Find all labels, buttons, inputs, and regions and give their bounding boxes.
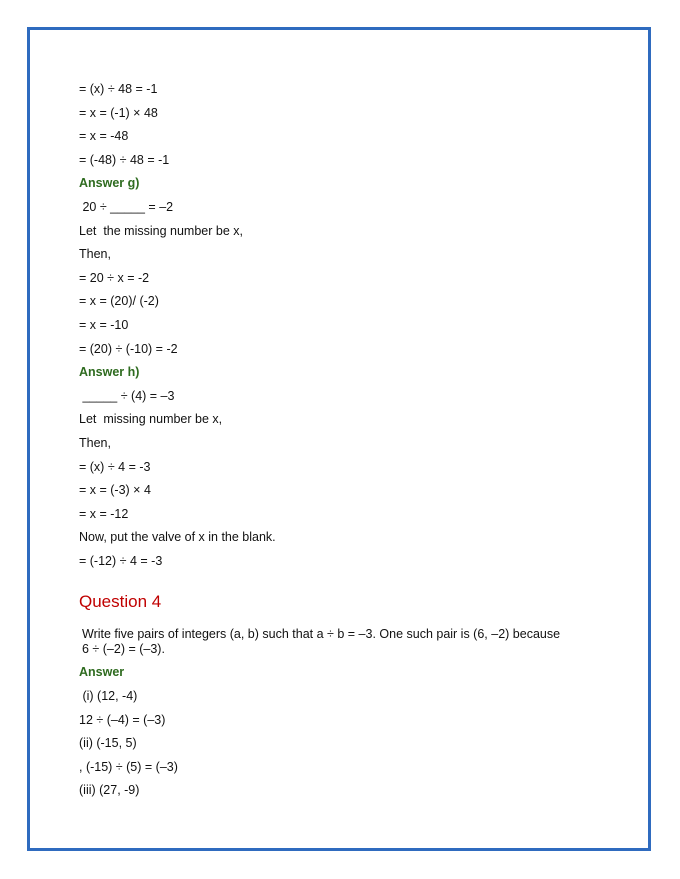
answer-h-section bbox=[79, 361, 619, 573]
question-4-answer-heading: Answer bbox=[79, 665, 125, 680]
text-line: = (x) ÷ 4 = -3 bbox=[79, 459, 151, 474]
text-line: = x = (-1) × 48 bbox=[79, 105, 158, 120]
question-4-section bbox=[79, 587, 619, 803]
text-line: = x = (-3) × 4 bbox=[79, 483, 151, 498]
text-line: = x = -10 bbox=[79, 317, 129, 332]
text-line: 12 ÷ (–4) = (–3) bbox=[79, 712, 166, 727]
answer-h-heading: Answer h) bbox=[79, 365, 140, 380]
answer-g-heading: Answer g) bbox=[79, 176, 140, 191]
question-4-title: Question 4 bbox=[79, 592, 162, 612]
text-line: = (x) ÷ 48 = -1 bbox=[79, 82, 158, 96]
text-line: = (20) ÷ (-10) = -2 bbox=[79, 341, 178, 356]
text-line: Let the missing number be x, bbox=[79, 223, 243, 238]
answer-f-continuation bbox=[79, 78, 619, 172]
question-4-text bbox=[79, 627, 619, 657]
text-line: _____ ÷ (4) = –3 bbox=[79, 388, 175, 403]
text-line: Let missing number be x, bbox=[79, 412, 223, 427]
text-line: , (-15) ÷ (5) = (–3) bbox=[79, 759, 178, 774]
text-line: = x = -48 bbox=[79, 129, 129, 144]
text-line: = (-48) ÷ 48 = -1 bbox=[79, 152, 170, 167]
text-line: = (-12) ÷ 4 = -3 bbox=[79, 553, 163, 568]
answer-g-section bbox=[79, 172, 619, 361]
document-content bbox=[79, 78, 619, 803]
question-text-line: Write five pairs of integers (a, b) such that a ÷ b = –3. One such pair is (6, –2) because bbox=[82, 627, 561, 642]
text-line: Then, bbox=[79, 435, 111, 450]
text-line: Now, put the valve of x in the blank. bbox=[79, 530, 276, 545]
text-line: (iii) (27, -9) bbox=[79, 783, 140, 798]
question-text-line: 6 ÷ (–2) = (–3). bbox=[82, 642, 165, 657]
text-line: (ii) (-15, 5) bbox=[79, 736, 137, 751]
text-line: = x = (20)/ (-2) bbox=[79, 294, 159, 309]
text-line: = 20 ÷ x = -2 bbox=[79, 270, 150, 285]
text-line: 20 ÷ _____ = –2 bbox=[79, 199, 174, 214]
text-line: = x = -12 bbox=[79, 506, 129, 521]
text-line: (i) (12, -4) bbox=[79, 689, 138, 704]
text-line: Then, bbox=[79, 247, 111, 262]
